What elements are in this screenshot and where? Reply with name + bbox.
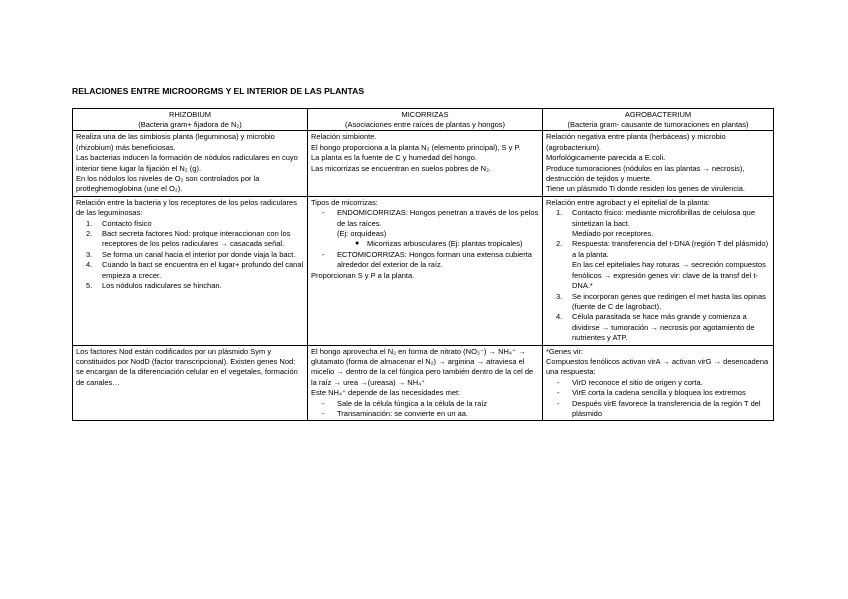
list-number: 2. — [86, 229, 93, 239]
dash-marker: - — [557, 388, 560, 398]
list-item — [311, 399, 539, 409]
dash-marker: - — [322, 398, 325, 408]
text-line: Realiza una de las simbiosis planta (leguminosa) y microbio (rhizobium) más beneficiosas. — [76, 132, 275, 152]
header-rhizobium-sub: (Bacteria gram+ fijadora de N₂) — [138, 120, 242, 130]
list-item — [76, 250, 304, 260]
list-item — [76, 260, 304, 281]
text-line: Proporcionan S y P a la planta. — [311, 270, 415, 280]
dash-marker: - — [557, 377, 560, 387]
dash-marker: - — [322, 249, 325, 259]
list-item — [311, 409, 539, 419]
bullet-list — [546, 378, 770, 420]
text-line: Relación entre agrobact y el epitelial de la planta: — [546, 197, 710, 207]
text-line: El hongo proporciona a la planta N₂ (elemento principal), S y P. — [311, 142, 521, 152]
list-item — [76, 219, 304, 229]
list-text: Los nódulos radiculares se hinchan. — [102, 281, 222, 291]
list-number: 3. — [556, 291, 563, 301]
table-header-row — [73, 109, 774, 131]
list-item — [76, 281, 304, 291]
bullet-list — [311, 399, 539, 420]
list-text: En las cel epiteliales hay roturas → secreción compuestos fenólicos → expresión genes vir: clave de la transf del t-DNA.* — [572, 260, 766, 291]
list-text: Cuando la bact se encuentra en el lugar+ profundo del canal empieza a crecer. — [102, 260, 304, 280]
dash-marker: - — [322, 208, 325, 218]
types-list — [311, 250, 539, 271]
text-line: En los nódulos los niveles de O₂ son controlados por la protleghemoglobina (une el O₂). — [76, 174, 260, 194]
list-text: Micorrizas arbusculares (Ej: plantas tropicales) — [367, 239, 523, 249]
header-micorrizas — [308, 109, 543, 131]
list-item — [546, 292, 770, 313]
list-text: Célula parasitada se hace más grande y comienza a dividirse → tumoración → necrosis por agotamiento de nutrientes y ATP. — [572, 312, 755, 343]
table-row — [73, 345, 774, 421]
list-text: Se forma un canal hacia el interior por donde viaja la bact. — [102, 249, 296, 259]
list-number: 4. — [556, 312, 563, 322]
header-agrobacterium-sub: (Bacteria gram- causante de tumoraciones en plantas) — [567, 120, 749, 130]
list-item — [546, 239, 770, 291]
list-number: 3. — [86, 249, 93, 259]
list-text: Contacto físico: mediante microfibrillas de celulosa que sintetizan la bact. — [572, 208, 756, 228]
text-line: Produce tumoraciones (nódulos en las plantas → necrosis), destrucción de tejidos y muerte. — [546, 163, 745, 184]
subtypes-list — [311, 239, 539, 249]
list-item — [546, 399, 770, 420]
text-line: La planta es la fuente de C y humedad del hongo. — [311, 153, 477, 163]
list-number: 1. — [86, 218, 93, 228]
list-item — [546, 378, 770, 388]
list-text: Bact secreta factores Nod: protque interaccionan con los receptores de los pelos radiculares → casacada señal. — [102, 229, 291, 249]
text-line: Las micorrizas se encuentran en suelos pobres de N₂. — [311, 163, 492, 173]
list-item — [311, 250, 539, 271]
text-line: Relación simbionte. — [311, 132, 377, 142]
text-line: Tipos de micorrizas: — [311, 197, 378, 207]
list-text: ECTOMICORRIZAS: Hongos forman una extensa cubierta alrededor del exterior de la raíz. — [337, 249, 532, 270]
text-line: Este NH₄⁺ depende de las necesidades met: — [311, 388, 461, 398]
text-line: Morfológicamente parecida a E.coli. — [546, 153, 666, 163]
list-text: Respuesta: transferencia del t-DNA (región T del plásmido) a la planta. — [572, 239, 769, 259]
text-line: Relación negativa entre planta (herbáceas) y microbio (agrobacterium). — [546, 132, 726, 152]
list-item — [546, 388, 770, 398]
text-line: Tiene un plásmido Ti donde residen los genes de virulencia. — [546, 184, 746, 194]
list-text: Después virE favorece la transferencia de la región T del plásmido — [572, 398, 761, 418]
list-item — [546, 312, 770, 343]
header-micorrizas-sub: (Asociaciones entre raíces de plantas y hongos) — [344, 120, 506, 130]
relations-table — [72, 108, 774, 421]
text-line: El hongo aprovecha el N₂ en forma de nitrato (NO₃⁻) → NH₄⁺ → glutamato (forma de almacenar el N₂) → arginina → atraviesa el micelio → dentro de la cel fúngica pero también dentro de la cel de la raíz → urea →(ureasa) → NH₄⁺ — [311, 346, 534, 387]
text-line: Compuestos fenólicos activan virA → activan virG → desencadena una respuesta: — [546, 356, 769, 377]
table-row — [73, 131, 774, 196]
list-text: Se incorporan genes que redirigen el met hasta las opinas (fuente de C de lagrobact). — [572, 291, 766, 311]
document-title: RELACIONES ENTRE MICROORGMS Y EL INTERIOR DE LAS PLANTAS — [72, 86, 365, 96]
list-text: ENDOMICORRIZAS: Hongos penetran a través de los pelos de las raíces. — [337, 208, 539, 228]
list-number: 4. — [86, 260, 93, 270]
steps-list — [546, 208, 770, 343]
cell-micorrizas-types — [308, 196, 543, 345]
cell-micorrizas-nitrogen — [308, 345, 543, 421]
list-text: VirE corta la cadena sencilla y bloquea los extremos — [572, 388, 746, 398]
header-rhizobium-name: RHIZOBIUM — [168, 110, 212, 119]
list-number: 2. — [556, 239, 563, 249]
text-line: Los factores Nod están codificados por un plásmido Sym y constituidos por NodD (factor transcripcional). Existen genes Nod: se encargan de la diferenciación celular en el vegetales, formación de canales… — [76, 346, 298, 387]
cell-rhizobium-relation — [73, 196, 308, 345]
list-item — [311, 239, 539, 249]
header-agrobacterium-name: AGROBACTERIUM — [624, 110, 692, 119]
list-text: Sale de la célula fúngica a la célula de la raíz — [337, 398, 488, 408]
cell-rhizobium-nod — [73, 345, 308, 421]
text-line: Las bacterias inducen la formación de nódulos radiculares en cuyo interior tiene lugar la fijación el N₂ (g). — [76, 153, 298, 173]
cell-agrobacterium-relation — [543, 196, 774, 345]
list-text: Mediado por receptores. — [572, 229, 654, 239]
types-list — [311, 208, 539, 239]
steps-list — [76, 219, 304, 292]
table-row — [73, 196, 774, 345]
cell-agrobacterium-overview — [543, 131, 774, 196]
list-number: 5. — [86, 281, 93, 291]
list-text: VirD reconoce el sitio de origen y corta. — [572, 377, 703, 387]
text-line: *Genes vir: — [546, 346, 584, 356]
text-line: Relación entre la bacteria y los receptores de los pelos radiculares de las leguminosas: — [76, 197, 297, 218]
header-agrobacterium — [543, 109, 774, 131]
cell-micorrizas-overview — [308, 131, 543, 196]
cell-rhizobium-overview — [73, 131, 308, 196]
bullet-marker: ● — [355, 240, 360, 248]
dash-marker: - — [322, 408, 325, 418]
list-number: 1. — [556, 208, 563, 218]
list-text: (Ej: orquídeas) — [337, 229, 387, 239]
list-text: Transaminación: se convierte en un aa. — [337, 408, 469, 418]
header-rhizobium — [73, 109, 308, 131]
list-text: Contacto físico — [102, 218, 152, 228]
header-micorrizas-name: MICORRIZAS — [401, 110, 449, 119]
cell-agrobacterium-genes — [543, 345, 774, 421]
list-item — [76, 229, 304, 250]
list-item — [311, 208, 539, 239]
list-item — [546, 208, 770, 239]
dash-marker: - — [557, 398, 560, 408]
